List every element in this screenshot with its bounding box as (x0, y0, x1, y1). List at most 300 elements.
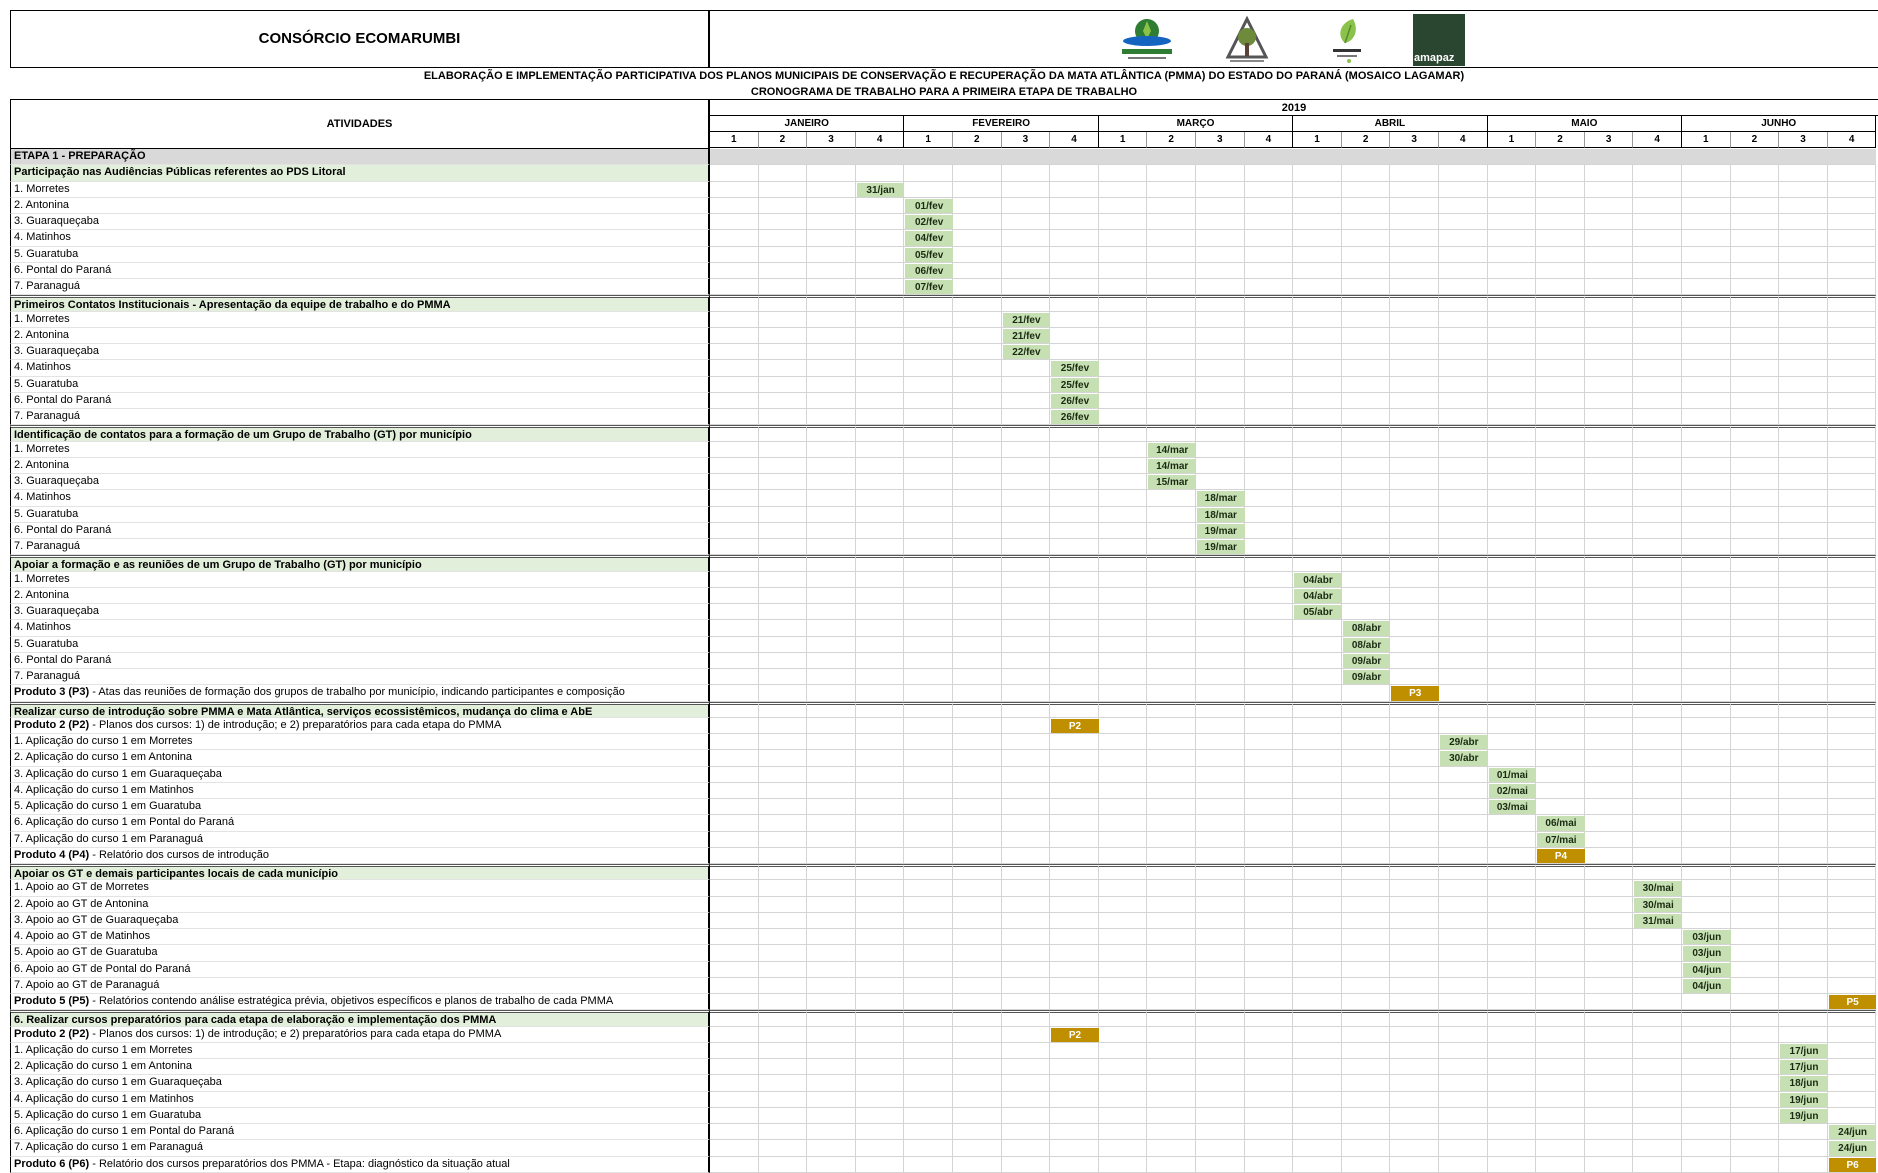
grid-cell (1779, 263, 1828, 279)
grid-cell (1439, 214, 1488, 230)
week-header: 2 (1342, 132, 1391, 148)
grid-cell (1245, 165, 1294, 181)
grid-cell (1682, 1124, 1731, 1140)
grid-cell (1342, 523, 1391, 539)
month-header: JANEIRO (710, 116, 904, 132)
grid-cell (953, 312, 1002, 328)
grid-cell (1342, 230, 1391, 246)
grid-cell (1050, 1157, 1099, 1173)
grid-cell (1536, 880, 1585, 896)
row-label-text: 7. Apoio ao GT de Paranaguá (14, 978, 160, 991)
grid-cell (1828, 750, 1877, 766)
grid-cell (953, 539, 1002, 555)
row-label-text: 3. Guaraqueçaba (14, 345, 100, 357)
grid-cell (856, 799, 905, 815)
grid-cell (1488, 149, 1537, 165)
grid-cell (1585, 1059, 1634, 1075)
grid-cell (1196, 620, 1245, 636)
grid-cell (1342, 1059, 1391, 1075)
grid-cell (1731, 832, 1780, 848)
grid-cell (1245, 149, 1294, 165)
row-label-text: 1. Morretes (14, 442, 70, 455)
grid-cell (710, 247, 759, 263)
grid-cell (807, 1157, 856, 1173)
grid-cell (1536, 507, 1585, 523)
grid-cell (1585, 442, 1634, 458)
grid-cell (1390, 799, 1439, 815)
grid-cell (1002, 913, 1051, 929)
date-chip: 17/jun (1780, 1060, 1828, 1074)
grid-cell (759, 653, 808, 669)
grid-cell (807, 393, 856, 409)
grid-cell (1147, 360, 1196, 376)
grid-cell (904, 165, 953, 181)
grid-cell (953, 182, 1002, 198)
grid-cell (904, 848, 953, 864)
grid-cell (1245, 425, 1294, 441)
grid-cell (1585, 783, 1634, 799)
grid-cell (1633, 279, 1682, 295)
grid-cell (1633, 1157, 1682, 1173)
grid-cell (710, 442, 759, 458)
grid-cell (1682, 718, 1731, 734)
grid-cell (1779, 864, 1828, 880)
grid-cell (807, 750, 856, 766)
grid-cell (953, 734, 1002, 750)
grid-cell (1293, 750, 1342, 766)
grid-cell (1196, 1108, 1245, 1124)
grid-cell (759, 604, 808, 620)
grid-cell (1245, 685, 1294, 701)
row-label-text: 2. Antonina (14, 458, 70, 471)
grid-cell (1293, 1140, 1342, 1156)
grid-cell (1293, 149, 1342, 165)
grid-cell (1050, 962, 1099, 978)
grid-cell (1779, 653, 1828, 669)
grid-cell (1342, 962, 1391, 978)
grid-cell (953, 442, 1002, 458)
grid-cell (904, 734, 953, 750)
grid-cell (1147, 637, 1196, 653)
grid-cell (1196, 945, 1245, 961)
grid-cell (1731, 848, 1780, 864)
grid-cell (1147, 1092, 1196, 1108)
grid-cell (1147, 588, 1196, 604)
grid-cell (1099, 815, 1148, 831)
date-chip: 30/mai (1634, 898, 1682, 912)
activity-label (10, 409, 710, 425)
grid-cell (807, 604, 856, 620)
grid-cell (1390, 1059, 1439, 1075)
grid-cell (1099, 263, 1148, 279)
grid-cell (1196, 247, 1245, 263)
grid-cell (759, 344, 808, 360)
grid-cell (1050, 539, 1099, 555)
grid-cell (1488, 653, 1537, 669)
grid-cell (856, 1157, 905, 1173)
section-title (10, 702, 710, 718)
product-milestone-chip: P3 (1391, 686, 1439, 700)
grid-cell (1390, 182, 1439, 198)
grid-cell (759, 783, 808, 799)
grid-cell (1196, 637, 1245, 653)
grid-cell (1682, 523, 1731, 539)
grid-cell (1779, 685, 1828, 701)
grid-cell (1050, 880, 1099, 896)
grid-cell (1342, 425, 1391, 441)
activity-label (10, 182, 710, 198)
grid-cell (759, 702, 808, 718)
grid-cell (1585, 490, 1634, 506)
grid-cell (807, 295, 856, 311)
grid-cell (1731, 182, 1780, 198)
grid-cell (856, 1059, 905, 1075)
grid-cell (1342, 214, 1391, 230)
grid-cell (1731, 620, 1780, 636)
grid-cell (759, 620, 808, 636)
grid-cell (1585, 458, 1634, 474)
grid-cell (710, 815, 759, 831)
grid-cell (1099, 588, 1148, 604)
grid-cell (759, 1059, 808, 1075)
consortium-name: CONSÓRCIO ECOMARUMBI (258, 30, 461, 47)
grid-cell (1731, 523, 1780, 539)
grid-cell (1488, 1059, 1537, 1075)
grid-cell (1245, 962, 1294, 978)
grid-cell (904, 1075, 953, 1091)
grid-cell (1293, 263, 1342, 279)
grid-cell (1682, 897, 1731, 913)
grid-cell (1293, 377, 1342, 393)
grid-cell (1731, 767, 1780, 783)
grid-cell (1779, 962, 1828, 978)
week-header: 1 (904, 132, 953, 148)
grid-cell (710, 1092, 759, 1108)
grid-cell (1682, 182, 1731, 198)
week-header: 4 (1050, 132, 1099, 148)
grid-cell (1342, 474, 1391, 490)
grid-cell (1293, 1059, 1342, 1075)
grid-cell (953, 1059, 1002, 1075)
activity-label (10, 1108, 710, 1124)
grid-cell (1390, 539, 1439, 555)
row-label-text: 3. Guaraqueçaba (14, 475, 100, 487)
grid-cell (807, 555, 856, 571)
grid-cell (807, 637, 856, 653)
grid-cell (1633, 165, 1682, 181)
grid-cell (1585, 702, 1634, 718)
grid-cell (1536, 295, 1585, 311)
date-chip: 04/fev (905, 231, 953, 245)
grid-cell (1828, 442, 1877, 458)
grid-cell (1196, 734, 1245, 750)
grid-cell (1439, 149, 1488, 165)
grid-cell (904, 718, 953, 734)
amapaz-logo-text: amapaz (1414, 52, 1455, 64)
row-label-text: 7. Paranaguá (14, 540, 81, 552)
row-label-text: 2. Apoio ao GT de Antonina (14, 897, 149, 910)
row-label-text: 1. Morretes (14, 182, 70, 195)
grid-cell (807, 1108, 856, 1124)
grid-cell (1536, 165, 1585, 181)
grid-cell (953, 864, 1002, 880)
grid-cell (856, 214, 905, 230)
grid-cell (1147, 945, 1196, 961)
grid-cell (1245, 474, 1294, 490)
grid-cell (1196, 864, 1245, 880)
grid-cell (1779, 474, 1828, 490)
grid-cell (1002, 165, 1051, 181)
grid-cell (1050, 295, 1099, 311)
grid-cell (1682, 247, 1731, 263)
grid-cell (1245, 409, 1294, 425)
week-header: 4 (856, 132, 905, 148)
grid-cell (1390, 913, 1439, 929)
grid-cell (856, 409, 905, 425)
grid-cell (1488, 263, 1537, 279)
grid-cell (1293, 702, 1342, 718)
grid-cell (1390, 1043, 1439, 1059)
grid-cell (807, 214, 856, 230)
grid-cell (1779, 279, 1828, 295)
grid-cell (1633, 750, 1682, 766)
grid-cell (1731, 328, 1780, 344)
grid-cell (1828, 604, 1877, 620)
grid-cell (759, 507, 808, 523)
grid-cell (759, 637, 808, 653)
grid-cell (1196, 994, 1245, 1010)
grid-cell (1828, 799, 1877, 815)
grid-cell (1196, 750, 1245, 766)
grid-cell (710, 864, 759, 880)
grid-cell (759, 377, 808, 393)
section-title (10, 555, 710, 571)
grid-cell (759, 848, 808, 864)
grid-cell (953, 523, 1002, 539)
grid-cell (1633, 702, 1682, 718)
grid-cell (1390, 279, 1439, 295)
grid-cell (953, 1124, 1002, 1140)
grid-cell (856, 685, 905, 701)
grid-cell (1245, 848, 1294, 864)
grid-cell (1099, 945, 1148, 961)
date-chip: 25/fev (1051, 378, 1099, 392)
grid-cell (1731, 1043, 1780, 1059)
grid-cell (1342, 897, 1391, 913)
grid-cell (759, 1010, 808, 1026)
grid-cell (1439, 945, 1488, 961)
date-chip: 19/jun (1780, 1109, 1828, 1123)
grid-cell (856, 783, 905, 799)
grid-cell (904, 994, 953, 1010)
row-label-text: 5. Apoio ao GT de Guaratuba (14, 946, 158, 959)
grid-cell (1342, 360, 1391, 376)
grid-cell (710, 734, 759, 750)
grid-cell (1390, 490, 1439, 506)
grid-cell (953, 295, 1002, 311)
grid-cell (1779, 669, 1828, 685)
grid-cell (856, 767, 905, 783)
grid-cell (1779, 897, 1828, 913)
grid-cell (1633, 425, 1682, 441)
grid-cell (1731, 864, 1780, 880)
grid-cell (904, 1124, 953, 1140)
grid-cell (856, 442, 905, 458)
grid-cell (807, 929, 856, 945)
grid-cell (1488, 295, 1537, 311)
grid-cell (1245, 1108, 1294, 1124)
grid-cell (1585, 555, 1634, 571)
grid-cell (1147, 604, 1196, 620)
grid-cell (1585, 425, 1634, 441)
grid-cell (1245, 929, 1294, 945)
grid-cell (1731, 442, 1780, 458)
grid-cell (1050, 994, 1099, 1010)
grid-cell (1293, 539, 1342, 555)
month-header: ABRIL (1293, 116, 1487, 132)
grid-cell (1682, 507, 1731, 523)
grid-cell (1536, 1027, 1585, 1043)
row-label-text: 7. Aplicação do curso 1 em Paranaguá (14, 832, 203, 845)
grid-cell (1099, 897, 1148, 913)
grid-cell (1099, 393, 1148, 409)
grid-cell (1536, 230, 1585, 246)
grid-cell (1050, 929, 1099, 945)
section-title (10, 295, 710, 311)
document-title: ELABORAÇÃO E IMPLEMENTAÇÃO PARTICIPATIVA DOS PLANOS MUNICIPAIS DE CONSERVAÇÃO E RECUPERAÇÃO DA MATA ATLÂNTICA (PMMA) DO ESTADO DO PARANÁ (MOSAICO LAGAMAR) (423, 70, 1465, 82)
grid-cell (1342, 1140, 1391, 1156)
grid-cell (710, 604, 759, 620)
grid-cell (1536, 718, 1585, 734)
leaf-icon (1327, 15, 1367, 65)
grid-cell (1536, 312, 1585, 328)
grid-cell (1779, 214, 1828, 230)
grid-cell (1488, 1027, 1537, 1043)
grid-cell (1342, 572, 1391, 588)
grid-cell (1099, 864, 1148, 880)
activity-label (10, 669, 710, 685)
grid-cell (904, 767, 953, 783)
grid-cell (807, 165, 856, 181)
grid-cell (1779, 458, 1828, 474)
week-header: 2 (1731, 132, 1780, 148)
grid-cell (1585, 295, 1634, 311)
grid-cell (1682, 490, 1731, 506)
grid-cell (1050, 653, 1099, 669)
row-label-text: Identificação de contatos para a formação de um Grupo de Trabalho (GT) por município (14, 429, 472, 442)
grid-cell (1002, 718, 1051, 734)
grid-cell (1050, 848, 1099, 864)
grid-cell (856, 978, 905, 994)
grid-cell (1731, 702, 1780, 718)
grid-cell (1682, 1108, 1731, 1124)
grid-cell (1488, 247, 1537, 263)
grid-cell (1828, 555, 1877, 571)
grid-cell (1633, 539, 1682, 555)
grid-cell (1682, 864, 1731, 880)
grid-cell (1293, 880, 1342, 896)
grid-cell (904, 312, 953, 328)
grid-cell (1731, 279, 1780, 295)
grid-cell (1099, 247, 1148, 263)
grid-cell (1390, 442, 1439, 458)
grid-cell (1050, 182, 1099, 198)
activity-label (10, 750, 710, 766)
grid-cell (759, 425, 808, 441)
row-label-text: Participação nas Audiências Públicas referentes ao PDS Litoral (14, 166, 346, 179)
grid-cell (1585, 377, 1634, 393)
grid-cell (856, 328, 905, 344)
grid-cell (1828, 1075, 1877, 1091)
grid-cell (1633, 458, 1682, 474)
grid-cell (1585, 815, 1634, 831)
row-label-text: 6. Pontal do Paraná (14, 393, 112, 406)
activity-label (10, 263, 710, 279)
grid-cell (1147, 669, 1196, 685)
grid-cell (759, 198, 808, 214)
grid-cell (953, 149, 1002, 165)
grid-cell (1585, 913, 1634, 929)
grid-cell (1585, 832, 1634, 848)
grid-cell (1099, 458, 1148, 474)
grid-cell (1731, 295, 1780, 311)
grid-cell (1633, 198, 1682, 214)
grid-cell (1245, 214, 1294, 230)
grid-cell (710, 978, 759, 994)
row-label-text: 7. Aplicação do curso 1 em Paranaguá (14, 1141, 203, 1154)
grid-cell (1585, 360, 1634, 376)
grid-cell (1002, 832, 1051, 848)
grid-cell (759, 182, 808, 198)
grid-cell (1050, 165, 1099, 181)
grid-cell (1245, 523, 1294, 539)
grid-cell (1390, 409, 1439, 425)
activity-label (10, 1140, 710, 1156)
grid-cell (953, 848, 1002, 864)
grid-cell (710, 913, 759, 929)
grid-cell (1196, 214, 1245, 230)
grid-cell (1682, 767, 1731, 783)
grid-cell (710, 848, 759, 864)
grid-cell (1050, 685, 1099, 701)
grid-cell (856, 230, 905, 246)
grid-cell (759, 555, 808, 571)
grid-cell (1731, 377, 1780, 393)
grid-cell (1536, 572, 1585, 588)
section-title (10, 1010, 710, 1026)
grid-cell (1245, 490, 1294, 506)
grid-cell (1245, 1075, 1294, 1091)
grid-cell (1536, 1059, 1585, 1075)
grid-cell (1147, 750, 1196, 766)
grid-cell (1536, 555, 1585, 571)
grid-cell (1293, 507, 1342, 523)
grid-cell (856, 718, 905, 734)
grid-cell (759, 523, 808, 539)
grid-cell (1731, 149, 1780, 165)
date-chip: 01/fev (905, 199, 953, 213)
activity-label (10, 945, 710, 961)
grid-cell (1439, 539, 1488, 555)
grid-cell (953, 685, 1002, 701)
grid-cell (1002, 247, 1051, 263)
grid-cell (1488, 734, 1537, 750)
grid-cell (1002, 1043, 1051, 1059)
date-chip: 08/abr (1343, 638, 1391, 652)
week-header: 3 (1779, 132, 1828, 148)
grid-cell (1682, 669, 1731, 685)
grid-cell (1779, 328, 1828, 344)
